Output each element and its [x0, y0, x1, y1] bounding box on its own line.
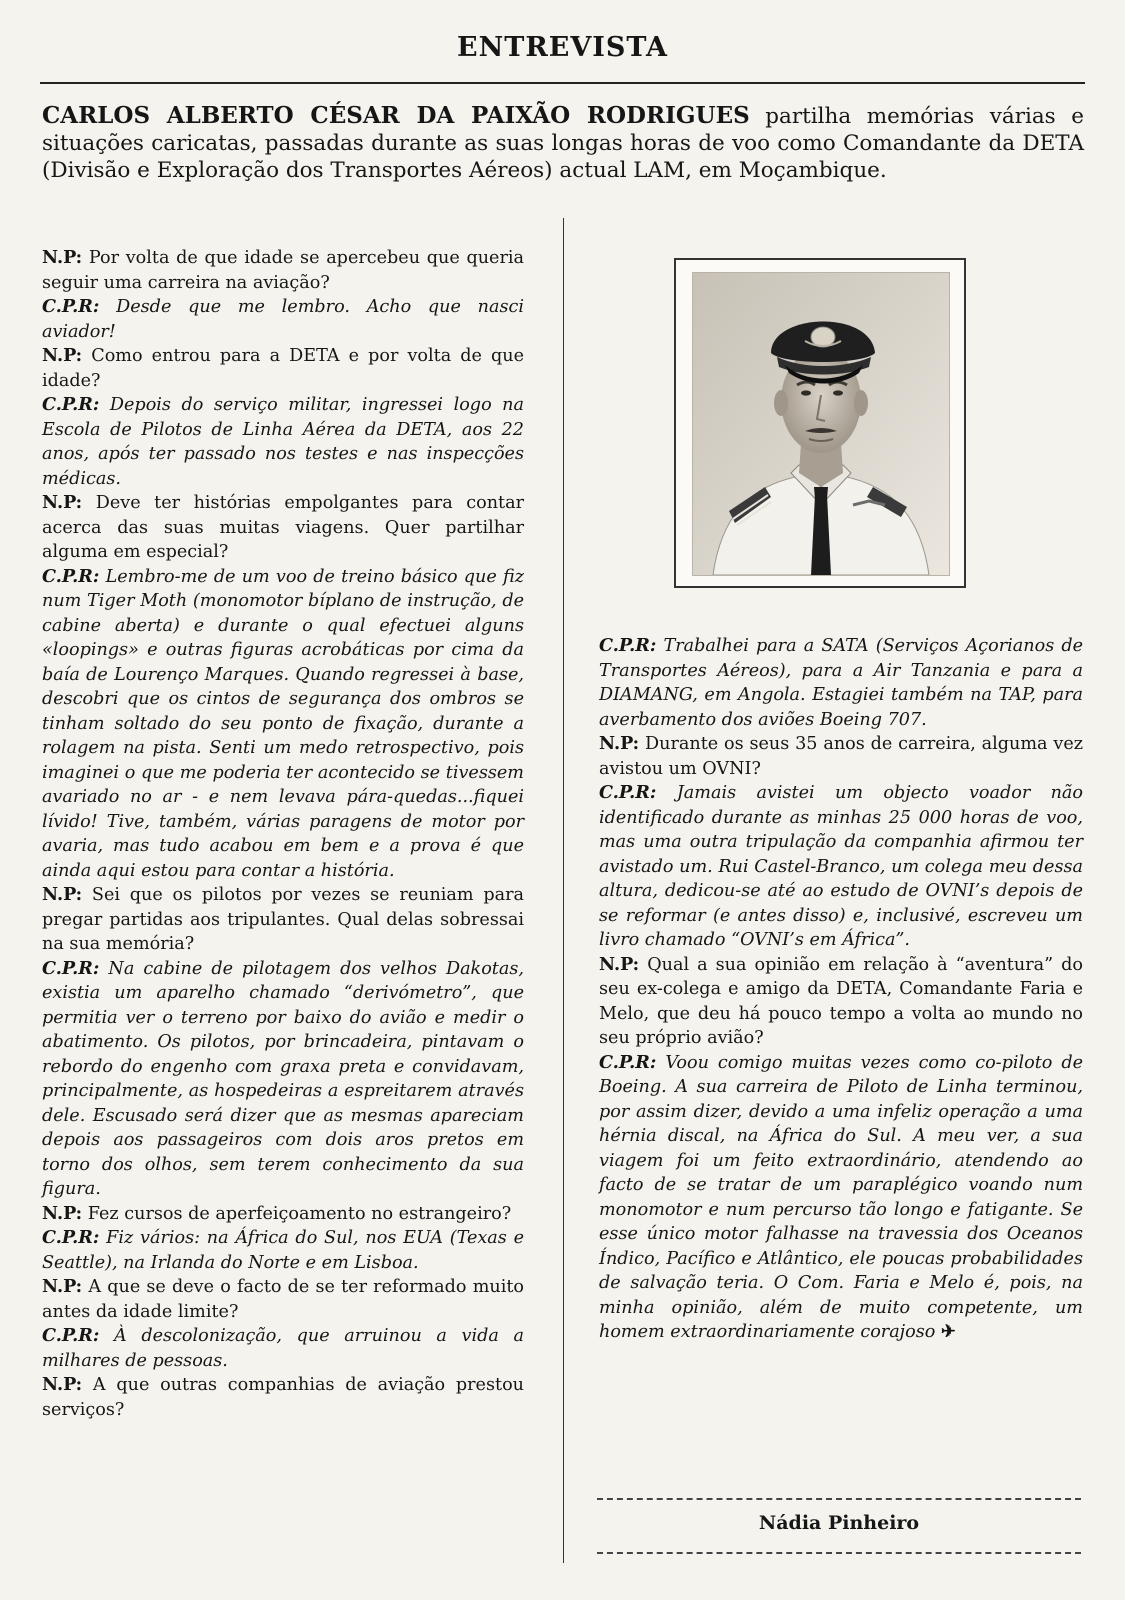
- lead-paragraph: [42, 102, 1084, 184]
- interviewee-name: CARLOS ALBERTO CÉSAR DA PAIXÃO RODRIGUES: [42, 102, 750, 129]
- cpr-tag: C.P.R:: [42, 1325, 100, 1346]
- answer: [42, 1226, 524, 1275]
- question-text: Qual a sua opinião em relação à “aventura” do seu ex-colega e amigo da DETA, Comandante Faria e Melo, que deu há pouco tempo a volta ao mundo no seu próprio avião?: [599, 954, 1083, 1048]
- np-tag: N.P:: [42, 345, 83, 366]
- answer-text: Fiz vários: na África do Sul, nos EUA (Texas e Seattle), na Irlanda do Norte e em Lisboa.: [42, 1228, 524, 1273]
- answer-text: Trabalhei para a SATA (Serviços Açorianos de Transportes Aéreos), para a Air Tanzania e para a DIAMANG, em Angola. Estagiei também na TAP, para averbamento dos aviões Boeing 707.: [599, 636, 1083, 730]
- question: [42, 883, 524, 957]
- column-divider: [563, 218, 564, 1563]
- cpr-tag: C.P.R:: [42, 957, 100, 979]
- answer: [599, 781, 1083, 953]
- np-tag: N.P:: [42, 492, 83, 513]
- question-text: Como entrou para a DETA e por volta de que idade?: [42, 346, 524, 391]
- answer-text: Desde que me lembro. Acho que nasci aviador!: [42, 297, 524, 342]
- np-tag: N.P:: [599, 733, 640, 754]
- question-text: Deve ter histórias empolgantes para contar acerca das suas muitas viagens. Quer partilhar alguma em especial?: [42, 493, 524, 562]
- answer: [42, 957, 524, 1202]
- question-text: Durante os seus 35 anos de carreira, alguma vez avistou um OVNI?: [599, 734, 1083, 779]
- answer-text: À descolonização, que arruinou a vida a milhares de pessoas.: [42, 1326, 524, 1371]
- cpr-tag: C.P.R:: [42, 296, 100, 317]
- question-text: A que se deve o facto de se ter reformado muito antes da idade limite?: [42, 1277, 524, 1322]
- left-column: [42, 246, 524, 1422]
- pilot-portrait-illustration: [693, 273, 949, 575]
- answer: [42, 1324, 524, 1373]
- lead-text: partilha memórias várias e situações caricatas, passadas durante as suas longas horas de voo como Comandante da DETA (Divisão e Exploração dos Transportes Aéreos) actual LAM, em Moçambique.: [42, 104, 1084, 183]
- author-name: Nádia Pinheiro: [758, 1512, 920, 1534]
- answer: [42, 295, 524, 344]
- np-tag: N.P:: [42, 884, 83, 905]
- np-tag: N.P:: [42, 1374, 83, 1395]
- question: [42, 1373, 524, 1422]
- question: [599, 953, 1083, 1051]
- cpr-tag: C.P.R:: [42, 565, 100, 587]
- np-tag: N.P:: [599, 953, 640, 975]
- question: [42, 246, 524, 295]
- airplane-end-icon: ✈: [940, 1321, 956, 1342]
- question: [42, 1275, 524, 1324]
- cpr-tag: C.P.R:: [599, 635, 657, 656]
- np-tag: N.P:: [42, 1276, 83, 1297]
- right-column: [599, 634, 1083, 1345]
- cpr-tag: C.P.R:: [42, 1227, 100, 1248]
- section-title: ENTREVISTA: [456, 32, 668, 63]
- author-top-rule: [597, 1498, 1081, 1500]
- question-text: Sei que os pilotos por vezes se reuniam para pregar partidas aos tripulantes. Qual delas sobressai na sua memória?: [42, 885, 524, 954]
- question-text: Por volta de que idade se apercebeu que queria seguir uma carreira na aviação?: [42, 248, 524, 293]
- answer: [599, 634, 1083, 732]
- portrait-photo-frame: [674, 258, 966, 588]
- answer-text: Lembro-me de um voo de treino básico que fiz num Tiger Moth (monomotor bíplano de instrução, de cabine aberta) e durante o qual efectuei alguns «loopings» e outras figuras acrobáticas por cima da baía de Lourenço Marques. Quando regressei à base, descobri que os cintos de segurança dos ombros se tinham soltado do seu ponto de fixação, durante a rolagem na pista. Senti um medo retrospectivo, pois imaginei o que me poderia ter acontecido se tivessem avariado no ar - e nem levava pára-quedas...fiquei lívido! Tive, também, várias paragens de motor por avaria, mas tudo acabou em bem e a prova é que ainda aqui estou para contar a história.: [42, 566, 524, 881]
- question: [42, 491, 524, 565]
- question: [42, 1202, 524, 1227]
- question-text: Fez cursos de aperfeiçoamento no estrangeiro?: [82, 1203, 512, 1224]
- answer-text: Na cabine de pilotagem dos velhos Dakotas, existia um aparelho chamado “derivómetro”, que permitia ver o terreno por baixo do avião e medir o abatimento. Os pilotos, por brincadeira, pintavam o rebordo do engenho com graxa preta e convidavam, principalmente, as hospedeiras a espreitarem através dele. Escusado será dizer que as mesmas apareciam depois aos passageiros com dois aros pretos em torno dos olhos, sem terem conhecimento da sua figura.: [42, 958, 524, 1199]
- answer: [599, 1051, 1083, 1345]
- cpr-tag: C.P.R:: [599, 782, 657, 803]
- pilot-portrait-image: [692, 272, 950, 576]
- answer: [42, 565, 524, 884]
- answer-text: Voou comigo muitas vezes como co-piloto de Boeing. A sua carreira de Piloto de Linha terminou, por assim dizer, devido a uma infeliz operação a uma hérnia discal, na África do Sul. A meu ver, a sua viagem foi um feito extraordinário, atendendo ao facto de se tratar de um paraplégico voando num monomotor e num percurso tão longo e fatigante. Se esse único motor falhasse na travessia dos Oceanos Índico, Pacífico e Atlântico, ele poucas probabilidades de salvação teria. O Com. Faria e Melo é, pois, na minha opinião, além de muito competente, um homem extraordinariamente corajoso: [599, 1052, 1083, 1342]
- np-tag: N.P:: [42, 1202, 83, 1224]
- answer-text: Jamais avistei um objecto voador não identificado durante as minhas 25 000 horas de voo, mas uma outra tripulação da companhia afirmou ter avistado um. Rui Castel-Branco, um colega meu dessa altura, dedicou-se até ao estudo de OVNI’s depois de se reformar (e antes disso) e, inclusivé, escreveu um livro chamado “OVNI’s em África”.: [599, 783, 1083, 950]
- cpr-tag: C.P.R:: [42, 394, 100, 415]
- author-bottom-rule: [597, 1552, 1081, 1554]
- question: [42, 344, 524, 393]
- header-divider: [40, 82, 1085, 84]
- answer: [42, 393, 524, 491]
- cpr-tag: C.P.R:: [599, 1051, 657, 1073]
- np-tag: N.P:: [42, 247, 83, 268]
- question: [599, 732, 1083, 781]
- answer-text: Depois do serviço militar, ingressei logo na Escola de Pilotos de Linha Aérea da DETA, aos 22 anos, após ter passado nos testes e nas inspecções médicas.: [42, 395, 524, 489]
- question-text: A que outras companhias de aviação prestou serviços?: [42, 1375, 524, 1420]
